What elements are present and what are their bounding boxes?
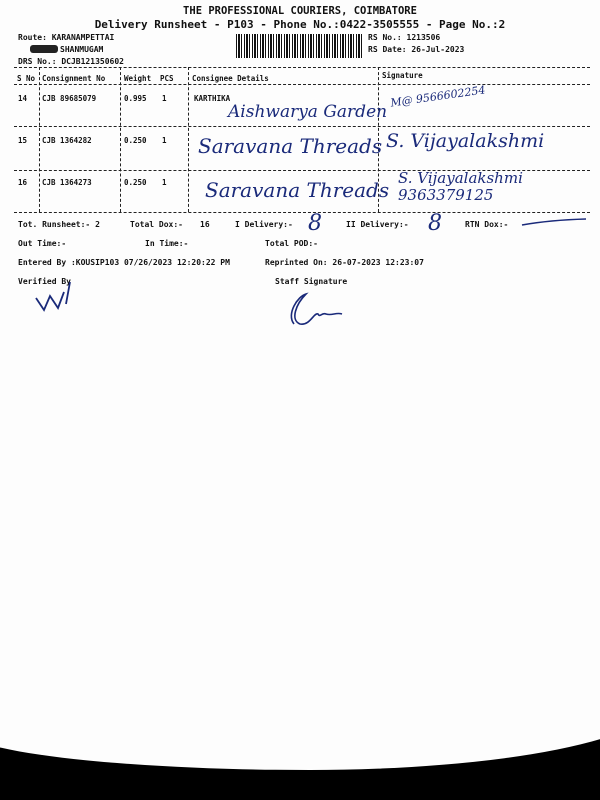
row-sno: 16 — [18, 178, 28, 187]
row-pcs: 1 — [162, 178, 167, 187]
redacted-block — [30, 45, 58, 53]
i-delivery-label: I Delivery:- — [235, 220, 293, 229]
barcode — [236, 34, 364, 58]
col-header-consignment: Consignment No — [42, 74, 106, 83]
staff-name: SHANMUGAM — [60, 45, 104, 54]
handwritten-signature: S. Vijayalakshmi 9363379125 — [398, 169, 523, 204]
row-consignment: CJB 89685079 — [42, 94, 97, 103]
in-time-label: In Time:- — [145, 239, 189, 248]
verified-signature-mark — [30, 280, 90, 316]
col-header-weight: Weight — [124, 74, 152, 83]
table-header-line — [14, 84, 590, 85]
table-top-line — [14, 67, 590, 68]
row-pcs: 1 — [162, 94, 167, 103]
row-consignee: KARTHIKA — [194, 94, 231, 103]
total-dox-label: Total Dox:- — [130, 220, 183, 229]
tot-runsheet: Tot. Runsheet:- 2 — [18, 220, 100, 229]
row-weight: 0.995 — [124, 94, 147, 103]
row-weight: 0.250 — [124, 136, 147, 145]
handwritten-consignee: Aishwarya Garden — [228, 102, 388, 122]
col-divider — [39, 67, 40, 212]
col-divider — [188, 67, 189, 212]
i-delivery-handwritten: 8 — [308, 211, 322, 236]
rtn-dox-dash — [520, 216, 590, 228]
runsheet-title: Delivery Runsheet - P103 - Phone No.:0422-3505555 - Page No.:2 — [94, 18, 506, 31]
handwritten-signature: S. Vijayalakshmi — [386, 130, 545, 152]
total-dox-value: 16 — [200, 220, 210, 229]
company-title: THE PROFESSIONAL COURIERS, COIMBATORE — [183, 5, 417, 17]
rs-date: RS Date: 26-Jul-2023 — [368, 45, 465, 54]
drs-number: DRS No.: DCJB121350602 — [18, 57, 124, 66]
row-pcs: 1 — [162, 136, 167, 145]
route-label: Route: KARANAMPETTAI — [18, 33, 115, 42]
row-consignment: CJB 1364273 — [42, 178, 92, 187]
out-time-label: Out Time:- — [18, 239, 67, 248]
handwritten-consignee: Saravana Threads — [205, 178, 390, 202]
staff-signature-label: Staff Signature — [275, 277, 348, 286]
rtn-dox-label: RTN Dox:- — [465, 220, 509, 229]
handwritten-signature: M@ 9566602254 — [389, 83, 487, 110]
reprinted-on: Reprinted On: 26-07-2023 12:23:07 — [265, 258, 424, 267]
row-divider — [14, 126, 590, 127]
col-header-pcs: PCS — [160, 74, 174, 83]
row-sno: 15 — [18, 136, 28, 145]
row-consignment: CJB 1364282 — [42, 136, 92, 145]
verified-by-label: Verified By — [18, 277, 71, 286]
row-sno: 14 — [18, 94, 28, 103]
col-header-sno: S No — [17, 74, 36, 83]
row-weight: 0.250 — [124, 178, 147, 187]
rs-number: RS No.: 1213506 — [368, 33, 441, 42]
handwritten-consignee: Saravana Threads — [198, 134, 383, 158]
ii-delivery-handwritten: 8 — [428, 211, 442, 236]
table-bottom-line — [14, 212, 590, 213]
entered-by: Entered By :KOUSIP103 07/26/2023 12:20:22 PM — [18, 258, 230, 267]
total-pod-label: Total POD:- — [265, 239, 318, 248]
ii-delivery-label: II Delivery:- — [346, 220, 409, 229]
col-header-signature: Signature — [382, 71, 423, 80]
col-divider — [120, 67, 121, 212]
col-header-consignee: Consignee Details — [192, 74, 269, 83]
staff-signature-mark — [276, 290, 366, 330]
